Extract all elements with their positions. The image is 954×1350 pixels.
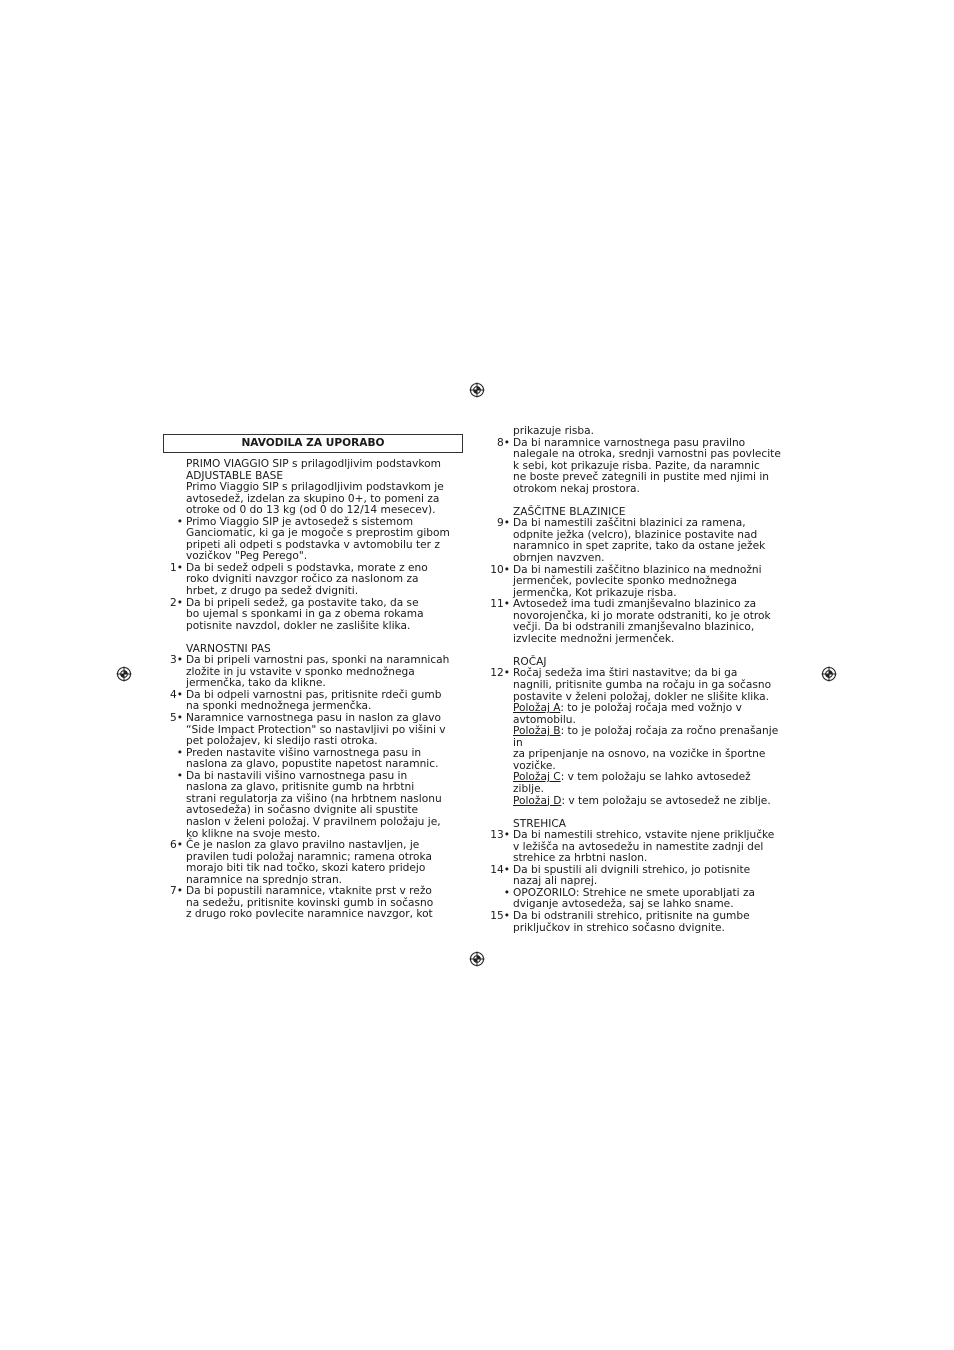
list-item: 8• Da bi naramnice varnostnega pasu pravilno nalegale na otroka, srednji varnostni pas povlecite k sebi, kot prikazuje risba. Pazite, da naramnic ne boste preveč zategnili in pustite med njimi in otrokom nekaj prostora. xyxy=(497,436,781,495)
page-title: NAVODILA ZA UPORABO xyxy=(163,434,463,453)
list-item: 7• Da bi popustili naramnice, vtaknite prst v režo na sedežu, pritisnite kovinski gumb in sočasno z drugo roko povlecite naramnice navzgor, kot xyxy=(170,885,434,921)
registration-mark-icon xyxy=(469,382,485,398)
left-column xyxy=(163,426,463,921)
position-d: Položaj D: v tem položaju se avtosedež ne ziblje. xyxy=(513,794,771,807)
intro-paragraph: PRIMO VIAGGIO SIP s prilagodljivim podstavkom ADJUSTABLE BASE Primo Viaggio SIP s prilagodljivim podstavkom je avtosedež, izdelan za skupino 0+, to pomeni za otroke od 0 do 13 kg (od 0 do 12/14 mesecev). xyxy=(186,458,444,517)
section-heading: ZAŠČITNE BLAZINICE xyxy=(513,505,626,518)
section-heading: STREHICA xyxy=(513,817,566,830)
list-item: 14• Da bi spustili ali dvignili strehico, jo potisnite nazaj ali naprej. xyxy=(490,863,751,888)
list-item: 4• Da bi odpeli varnostni pas, pritisnite rdeči gumb na sponki mednožnega jermenčka. xyxy=(170,688,442,713)
position-b: Položaj B: to je položaj ročaja za ročno prenašanje in xyxy=(513,725,779,749)
right-column xyxy=(490,426,790,934)
list-item: • OPOZORILO: Strehice ne smete uporabljati za dviganje avtosedeža, saj se lahko sname. xyxy=(503,886,756,911)
list-item: 6• Če je naslon za glavo pravilno nastavljen, je pravilen tudi položaj naramnic; ramena otroka morajo biti tik nad točko, skozi katero pridejo naramnice na sprednjo stran. xyxy=(170,839,432,886)
position-c: Položaj C: v tem položaju se lahko avtosedež xyxy=(513,771,751,784)
position-a: Položaj A: to je položaj ročaja med vožnjo v xyxy=(513,702,742,715)
registration-mark-icon xyxy=(116,666,132,682)
continued-text: prikazuje risba. xyxy=(513,425,594,437)
list-item: 11• Avtosedež ima tudi zmanjševalno blazinico za novorojenčka, ki jo morate odstraniti, ko je otrok večji. Da bi odstranili zmanjševalno blazinico, izvlecite mednožni jermenček. xyxy=(490,598,771,645)
list-item: 9• Da bi namestili zaščitni blazinici za ramena, odpnite ježka (velcro), blazinice postavite nad naramnico in spet zaprite, tako da ostane ježek obrnjen navzven. xyxy=(497,517,766,565)
list-item: 5• Naramnice varnostnega pasu in naslon za glavo “Side Impact Protection" so nastavljivi po višini v pet položajev, ki sledijo rasti otroka. xyxy=(170,712,446,748)
list-item: 15• Da bi odstranili strehico, pritisnite na gumbe priključkov in strehico sočasno dvignite. xyxy=(490,909,750,934)
list-item: 12• Ročaj sedeža ima štiri nastavitve; da bi ga nagnili, pritisnite gumba na ročaju in ga sočasno postavite v želeni položaj, dokler ne slišite klika. Položaj A: to je položaj ročaja med vožnjo v avtomobilu. Položaj B: to je položaj ročaja za ročno prenašanje in za pripenjanje na osnovo, na vozičke in športne vozičke. Položaj C: v tem položaju se lahko avtosedež ziblje. Položaj D: v tem položaju se avtosedež ne ziblje. xyxy=(490,668,790,807)
registration-mark-icon xyxy=(821,666,837,682)
list-item: • Da bi nastavili višino varnostnega pasu in naslona za glavo, pritisnite gumb na hrbtni strani regulatorja za višino (na hrbtnem naslonu avtosedeža) in sočasno dvignite ali spustite naslon v želeni položaj. V pravilnem položaju je, ko klikne na svoje mesto. xyxy=(176,769,442,840)
section-heading: VARNOSTNI PAS xyxy=(186,642,271,655)
list-item: 2• Da bi pripeli sedež, ga postavite tako, da se bo ujemal s sponkami in ga z obema rokama potisnite navzdol, dokler ne zaslišite klika. xyxy=(170,596,424,632)
list-item: 13• Da bi namestili strehico, vstavite njene priključke v ležišča na avtosedežu in namestite zadnji del strehice za hrbtni naslon. xyxy=(490,829,775,865)
list-item: 1• Da bi sedež odpeli s podstavka, morate z eno roko dvigniti navzgor ročico za naslonom za hrbet, z drugo pa sedež dvigniti. xyxy=(170,561,428,598)
list-item: • Primo Viaggio SIP je avtosedež s sistemom Ganciomatic, ki ga je mogoče s preprostim gibom pripeti ali odpeti s podstavka v avtomobilu ter z vozičkov "Peg Perego". xyxy=(176,515,450,563)
list-item: • Preden nastavite višino varnostnega pasu in naslona za glavo, popustite napetost naramnic. xyxy=(176,746,439,771)
list-item: 10• Da bi namestili zaščitno blazinico na mednožni jermenček, povlecite sponko mednožnega jermenčka, Kot prikazuje risba. xyxy=(490,563,762,599)
registration-mark-icon xyxy=(469,951,485,967)
list-item: 3• Da bi pripeli varnostni pas, sponki na naramnicah zložite in ju vstavite v sponko mednožnega jermenčka, tako da klikne. xyxy=(170,654,450,690)
section-heading: ROČAJ xyxy=(513,655,547,668)
